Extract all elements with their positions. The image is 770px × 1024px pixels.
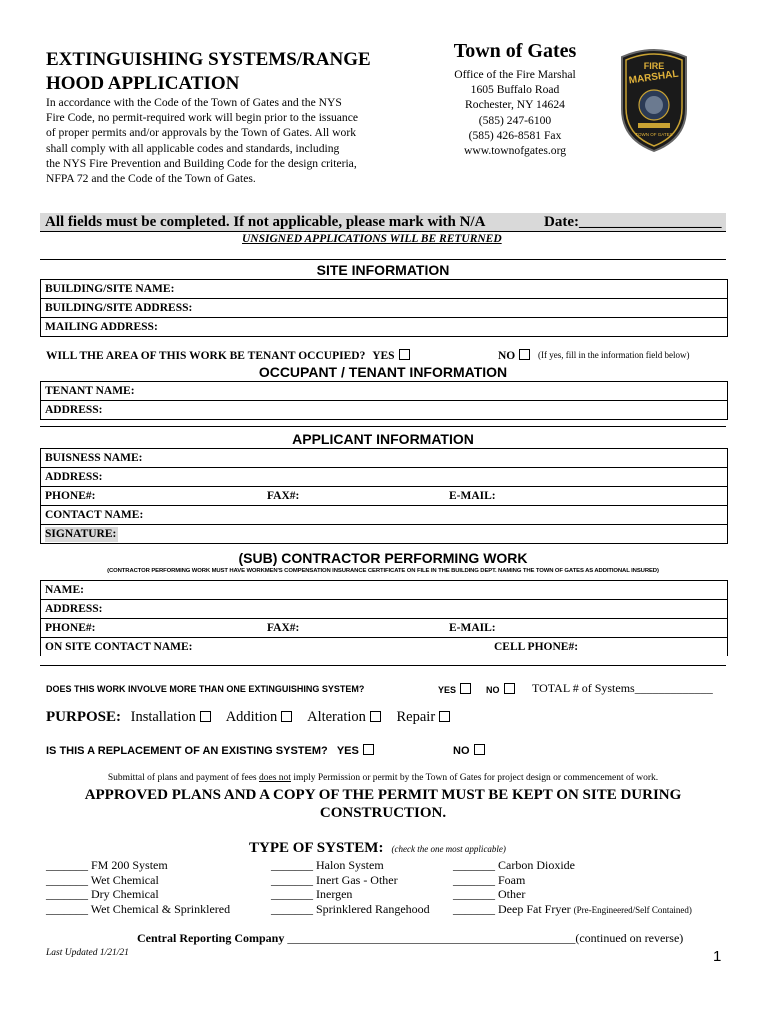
mailing-address-field[interactable]: MAILING ADDRESS: <box>41 317 727 336</box>
fax-number: (585) 426-8581 Fax <box>468 128 562 142</box>
replacement-row <box>46 744 546 757</box>
intro-line: NFPA 72 and the Code of the Town of Gates. <box>46 172 256 186</box>
business-name-field[interactable]: BUISNESS NAME: <box>45 452 143 464</box>
option-sprinklered-rangehood[interactable]: _______ Sprinklered Rangehood <box>271 901 430 916</box>
contractor-phone-field[interactable]: PHONE#: <box>45 622 96 634</box>
website: www.townofgates.org <box>463 144 567 158</box>
continued-note: (continued on reverse) <box>575 931 684 945</box>
multi-system-question: DOES THIS WORK INVOLVE MORE THAN ONE EXTINGUISHING SYSTEM? <box>46 684 365 694</box>
occupant-info-heading: OCCUPANT / TENANT INFORMATION <box>258 364 508 380</box>
contractor-contact-row <box>41 618 727 637</box>
option-wet-chemical[interactable]: _______ Wet Chemical <box>46 872 159 887</box>
applicant-email-field[interactable]: E-MAIL: <box>449 490 496 502</box>
intro-line: the NYS Fire Prevention and Building Code for the design criteria, <box>46 156 357 170</box>
approved-line: APPROVED PLANS AND A COPY OF THE PERMIT MUST BE KEPT ON SITE DURING <box>84 787 682 803</box>
intro-paragraph <box>46 95 391 186</box>
unsigned-warning: UNSIGNED APPLICATIONS WILL BE RETURNED <box>242 233 502 245</box>
approved-plans-notice <box>40 786 726 822</box>
contractor-address-field[interactable]: ADDRESS: <box>41 599 727 618</box>
multi-yes-checkbox[interactable] <box>460 683 471 694</box>
central-reporting-field[interactable]: ________________________________________________ <box>287 931 576 945</box>
town-contact-block <box>430 40 600 158</box>
multi-yes-label: YES <box>438 685 457 695</box>
contractor-fax-field[interactable]: FAX#: <box>267 622 300 634</box>
applicant-contact-row <box>41 486 727 505</box>
signature-field[interactable]: SIGNATURE: <box>45 528 117 540</box>
system-type-column-1 <box>46 858 276 916</box>
form-title <box>46 48 406 96</box>
last-updated: Last Updated 1/21/21 <box>46 948 129 958</box>
contractor-name-field[interactable]: NAME: <box>45 584 84 596</box>
onsite-contact-row <box>41 637 727 656</box>
section-divider <box>40 426 726 427</box>
type-of-system-heading-row <box>249 839 649 857</box>
applicant-fax-field[interactable]: FAX#: <box>267 490 300 502</box>
contractor-heading: (SUB) CONTRACTOR PERFORMING WORK <box>238 550 528 566</box>
multi-no-label: NO <box>486 685 500 695</box>
section-divider <box>40 543 726 544</box>
tenant-yes-checkbox[interactable] <box>399 349 410 360</box>
purpose-alteration-checkbox[interactable] <box>370 711 381 722</box>
purpose-addition-checkbox[interactable] <box>281 711 292 722</box>
building-name-field[interactable]: BUILDING/SITE NAME: <box>45 283 175 295</box>
purpose-repair-checkbox[interactable] <box>439 711 450 722</box>
type-of-system-hint: (check the one most applicable) <box>391 844 506 854</box>
purpose-label: PURPOSE: <box>46 709 121 725</box>
replacement-no-checkbox[interactable] <box>474 744 485 755</box>
replacement-yes-checkbox[interactable] <box>363 744 374 755</box>
contact-name-field[interactable]: CONTACT NAME: <box>41 505 727 524</box>
city-state-zip: Rochester, NY 14624 <box>465 98 565 112</box>
option-halon[interactable]: _______ Halon System <box>271 858 384 872</box>
form-title-line2: HOOD APPLICATION <box>46 73 240 94</box>
tenant-note: (If yes, fill in the information field below) <box>538 350 690 360</box>
page-number: 1 <box>713 948 722 965</box>
purpose-alteration-label: Alteration <box>307 709 366 725</box>
section-divider <box>40 665 726 666</box>
applicant-info-box <box>40 448 728 544</box>
deep-fat-fryer-note: (Pre-Engineered/Self Contained) <box>573 904 692 915</box>
central-reporting-row <box>137 931 737 946</box>
option-wet-chemical-sprinklered[interactable]: _______ Wet Chemical & Sprinklered <box>46 901 231 916</box>
purpose-repair-label: Repair <box>396 709 436 725</box>
option-inergen[interactable]: _______ Inergen <box>271 887 353 901</box>
tenant-yes-label: YES <box>372 350 395 362</box>
tenant-name-field[interactable]: TENANT NAME: <box>45 385 135 397</box>
purpose-installation-checkbox[interactable] <box>200 711 211 722</box>
purpose-installation-label: Installation <box>130 709 196 725</box>
instruction-bar <box>40 213 726 232</box>
option-carbon-dioxide[interactable]: _______ Carbon Dioxide <box>453 858 575 872</box>
tenant-no-checkbox[interactable] <box>519 349 530 360</box>
option-deep-fat-fryer[interactable]: _______ Deep Fat Fryer <box>453 901 571 916</box>
intro-line: In accordance with the Code of the Town of Gates and the NYS <box>46 96 342 109</box>
replacement-question: IS THIS A REPLACEMENT OF AN EXISTING SYSTEM? <box>46 745 328 757</box>
building-address-field[interactable]: BUILDING/SITE ADDRESS: <box>41 298 727 317</box>
form-title-line1: EXTINGUISHING SYSTEMS/RANGE <box>46 49 371 70</box>
option-fm200[interactable]: _______ FM 200 System <box>46 858 168 872</box>
section-divider <box>40 259 726 260</box>
cell-phone-field[interactable]: CELL PHONE#: <box>494 641 579 653</box>
date-field[interactable]: Date:___________________ <box>544 214 722 230</box>
system-type-column-2 <box>271 858 461 916</box>
intro-line: Fire Code, no permit-required work will begin prior to the issuance <box>46 111 358 125</box>
svg-text:FIRE: FIRE <box>643 61 665 71</box>
occupant-info-box <box>40 381 728 420</box>
system-type-column-3 <box>453 858 733 917</box>
phone-number: (585) 247-6100 <box>478 113 552 127</box>
multi-no-checkbox[interactable] <box>504 683 515 694</box>
submittal-emphasis: does not <box>259 773 291 783</box>
submittal-text: Submittal of plans and payment of fees <box>107 773 260 783</box>
tenant-address-field[interactable]: ADDRESS: <box>41 400 727 419</box>
submittal-note <box>40 773 726 783</box>
option-foam[interactable]: _______ Foam <box>453 872 526 887</box>
tenant-no-label: NO <box>498 350 516 362</box>
replacement-yes-label: YES <box>336 745 359 757</box>
tenant-question-row <box>46 349 736 362</box>
contractor-insurance-note: (CONTRACTOR PERFORMING WORK MUST HAVE WORKMEN'S COMPENSATION INSURANCE CERTIFICATE ON FILE IN THE BUILDING DEPT. NAMING THE TOWN OF GATES AS ADDITIONAL INSURED) <box>107 568 659 574</box>
site-info-heading: SITE INFORMATION <box>316 262 450 278</box>
all-fields-note: All fields must be completed. If not applicable, please mark with N/A <box>45 214 486 230</box>
applicant-phone-field[interactable]: PHONE#: <box>45 490 96 502</box>
contractor-email-field[interactable]: E-MAIL: <box>449 622 496 634</box>
type-of-system-heading: TYPE OF SYSTEM: <box>249 840 384 856</box>
onsite-contact-field[interactable]: ON SITE CONTACT NAME: <box>45 641 193 653</box>
fire-marshal-badge-icon <box>618 47 690 153</box>
contractor-info-box <box>40 580 728 656</box>
replacement-no-label: NO <box>453 745 470 757</box>
option-deep-fat-fryer-row <box>453 902 733 918</box>
street-address: 1605 Buffalo Road <box>470 83 560 97</box>
town-name: Town of Gates <box>453 40 577 62</box>
purpose-addition-label: Addition <box>225 709 278 725</box>
svg-text:MARSHAL: MARSHAL <box>628 68 680 87</box>
signature-row <box>41 524 727 543</box>
central-reporting-label: Central Reporting Company <box>137 931 285 945</box>
intro-line: of proper permits and/or approvals by the Town of Gates. All work <box>46 126 357 140</box>
applicant-address-field[interactable]: ADDRESS: <box>41 467 727 486</box>
site-info-box <box>40 279 728 337</box>
option-dry-chemical[interactable]: _______ Dry Chemical <box>46 887 159 901</box>
intro-line: shall comply with all applicable codes and standards, including <box>46 141 340 155</box>
applicant-info-heading: APPLICANT INFORMATION <box>292 431 474 447</box>
tenant-question: WILL THE AREA OF THIS WORK BE TENANT OCCUPIED? <box>46 350 366 362</box>
purpose-row <box>46 709 462 726</box>
office-name: Office of the Fire Marshal <box>454 68 576 81</box>
multi-system-row <box>46 683 736 695</box>
submittal-text: imply Permission or permit by the Town of Gates for project design or commencement of work. <box>290 773 659 783</box>
total-systems-field[interactable]: TOTAL # of Systems_____________ <box>532 681 713 695</box>
option-other[interactable]: _______ Other <box>453 887 526 901</box>
svg-text:TOWN OF GATES: TOWN OF GATES <box>635 132 673 137</box>
approved-line: CONSTRUCTION. <box>319 805 447 821</box>
option-inert-gas[interactable]: _______ Inert Gas - Other <box>271 872 398 887</box>
